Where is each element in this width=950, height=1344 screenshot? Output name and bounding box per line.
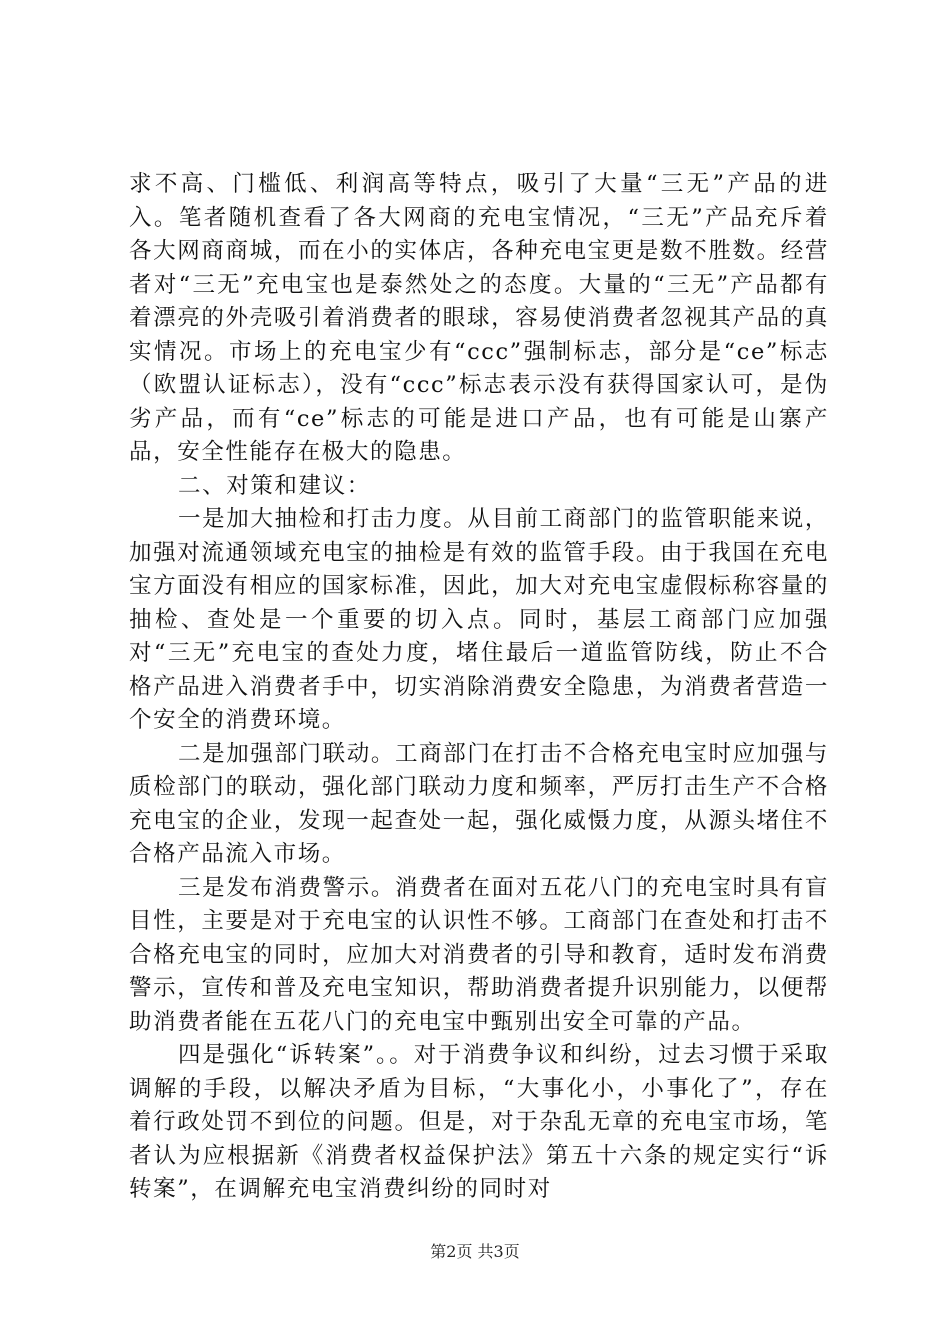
paragraph-continuation: 求不高、门槛低、利润高等特点，吸引了大量“三无”产品的进入。笔者随机查看了各大网商的充电宝情况，“三无”产品充斥着各大网商商城，而在小的实体店，各种充电宝更是数不胜数。经营者对“三无”充电宝也是泰然处之的态度。大量的“三无”产品都有着漂亮的外壳吸引着消费者的眼球，容易使消费者忽视其产品的真实情况。市场上的充电宝少有“ccc”强制标志，部分是“ce”标志（欧盟认证标志），没有“ccc”标志表示没有获得国家认可，是伪劣产品，而有“ce”标志的可能是进口产品，也有可能是山寨产品，安全性能存在极大的隐患。 <box>129 171 829 465</box>
page-number-footer: 第2页 共3页 <box>430 1242 520 1261</box>
body-text <box>129 168 829 1207</box>
paragraph-measure-3: 三是发布消费警示。消费者在面对五花八门的充电宝时具有盲目性，主要是对于充电宝的认识性不够。工商部门在查处和打击不合格充电宝的同时，应加大对消费者的引导和教育，适时发布消费警示，宣传和普及充电宝知识，帮助消费者提升识别能力，以便帮助消费者能在五花八门的充电宝中甄别出安全可靠的产品。 <box>129 874 829 1035</box>
section-heading: 二、对策和建议： <box>178 472 371 499</box>
paragraph-measure-4: 四是强化“诉转案”。。对于消费争议和纠纷，过去习惯于采取调解的手段，以解决矛盾为目标，“大事化小，小事化了”，存在着行政处罚不到位的问题。但是，对于杂乱无章的充电宝市场，笔者认为应根据新《消费者权益保护法》第五十六条的规定实行“诉转案”，在调解充电宝消费纠纷的同时对 <box>129 1042 829 1202</box>
paragraph-measure-1: 一是加大抽检和打击力度。从目前工商部门的监管职能来说，加强对流通领域充电宝的抽检是有效的监管手段。由于我国在充电宝方面没有相应的国家标准，因此，加大对充电宝虚假标称容量的抽检、查处是一个重要的切入点。同时，基层工商部门应加强对“三无”充电宝的查处力度，堵住最后一道监管防线，防止不合格产品进入消费者手中，切实消除消费安全隐患，为消费者营造一个安全的消费环境。 <box>129 506 829 733</box>
paragraph-measure-2: 二是加强部门联动。工商部门在打击不合格充电宝时应加强与质检部门的联动，强化部门联动力度和频率，严厉打击生产不合格充电宝的企业，发现一起查处一起，强化威慑力度，从源头堵住不合格产品流入市场。 <box>129 740 829 867</box>
